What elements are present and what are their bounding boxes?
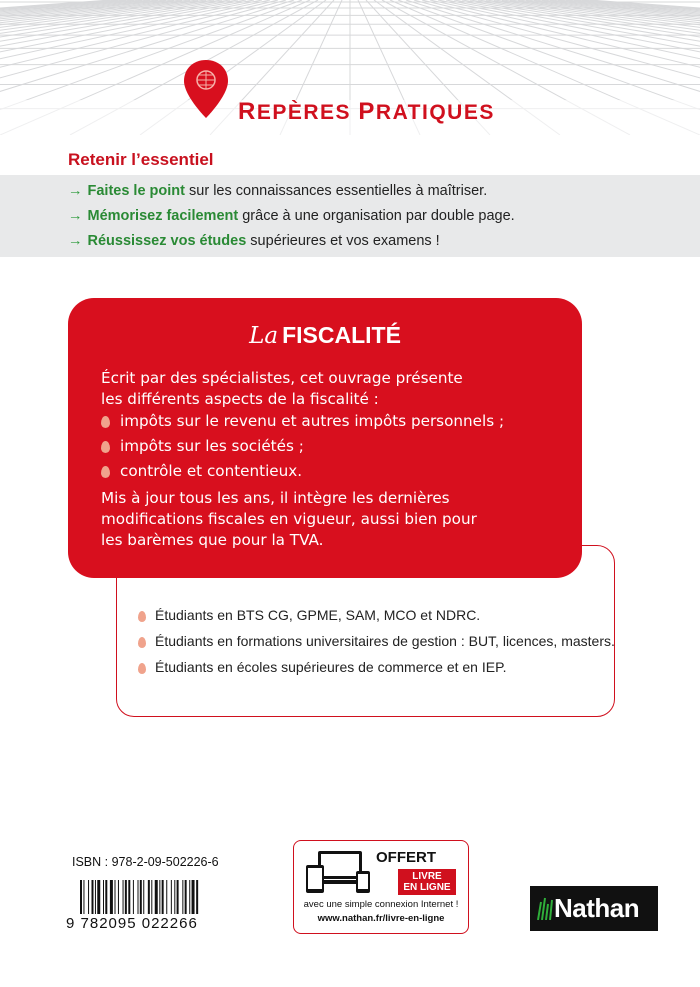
bullet-icon xyxy=(138,611,146,622)
retenir-heading: Retenir l’essentiel xyxy=(68,150,214,169)
grass-icon xyxy=(536,896,554,920)
arrow-icon: → xyxy=(68,233,83,249)
topic-bullet: impôts sur le revenu et autres impôts personnels ; xyxy=(101,412,504,430)
audience-item: Étudiants en formations universitaires de gestion : BUT, licences, masters. xyxy=(138,633,615,649)
outro-line: les barèmes que pour la TVA. xyxy=(101,531,324,549)
devices-icon xyxy=(304,849,374,897)
highlight-line: → Mémorisez facilement grâce à une organisation par double page. xyxy=(68,208,515,224)
offert-badge: LIVRE EN LIGNE xyxy=(398,869,456,895)
outro-line: modifications fiscales en vigueur, aussi bien pour xyxy=(101,510,477,528)
nathan-logo: Nathan xyxy=(530,886,658,931)
arrow-icon: → xyxy=(68,183,83,199)
audience-item: Étudiants en écoles supérieures de commerce et en IEP. xyxy=(138,659,507,675)
barcode-digits: 9 782095 022266 xyxy=(66,915,198,932)
isbn-text: ISBN : 978-2-09-502226-6 xyxy=(72,855,219,869)
outro-line: Mis à jour tous les ans, il intègre les dernières xyxy=(101,489,450,507)
offert-livre-en-ligne-badge xyxy=(293,840,469,934)
offert-title: OFFERT xyxy=(376,849,436,866)
bullet-icon xyxy=(101,466,110,478)
highlight-line: → Faites le point sur les connaissances essentielles à maîtriser. xyxy=(68,183,488,199)
arrow-icon: → xyxy=(68,208,83,224)
description-box xyxy=(68,298,582,578)
bullet-icon xyxy=(101,441,110,453)
offert-line: avec une simple connexion Internet ! xyxy=(303,899,459,910)
bullet-icon xyxy=(138,637,146,648)
location-pin-icon xyxy=(182,58,230,120)
topic-bullet: impôts sur les sociétés ; xyxy=(101,437,304,455)
intro-line: les différents aspects de la fiscalité : xyxy=(101,390,379,408)
highlight-line: → Réussissez vos études supérieures et vos examens ! xyxy=(68,233,440,249)
bullet-icon xyxy=(101,416,110,428)
audience-item: Étudiants en BTS CG, GPME, SAM, MCO et NDRC. xyxy=(138,607,480,623)
bullet-icon xyxy=(138,663,146,674)
book-title: La FISCALITÉ xyxy=(249,322,401,349)
series-title: REPÈRES PRATIQUES xyxy=(238,98,495,125)
offert-url: www.nathan.fr/livre-en-ligne xyxy=(317,913,445,924)
intro-line: Écrit par des spécialistes, cet ouvrage présente xyxy=(101,369,463,387)
topic-bullet: contrôle et contentieux. xyxy=(101,462,302,480)
